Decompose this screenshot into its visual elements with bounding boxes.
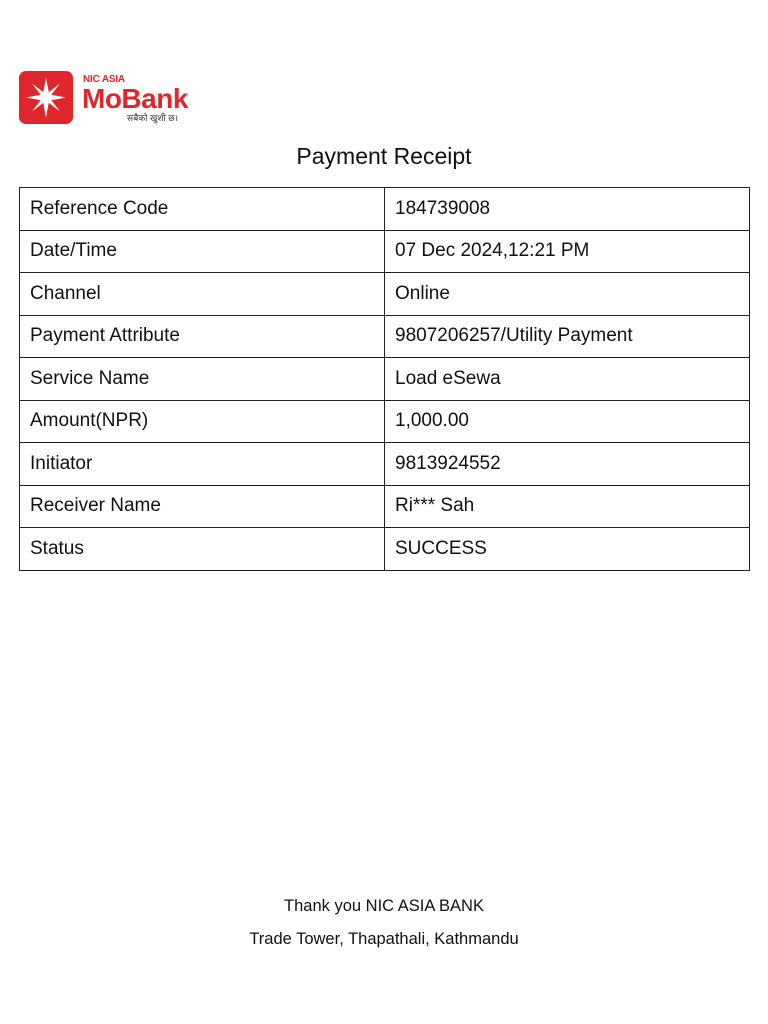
table-row: [20, 358, 750, 401]
row-value: 9813924552: [385, 443, 750, 486]
row-label: Payment Attribute: [20, 315, 385, 358]
row-label: Receiver Name: [20, 485, 385, 528]
footer-thanks: Thank you NIC ASIA BANK: [284, 897, 484, 915]
row-label: Status: [20, 528, 385, 571]
star-burst-logo-icon: [19, 71, 73, 124]
row-label: Date/Time: [20, 230, 385, 273]
table-row: [20, 528, 750, 571]
row-label: Reference Code: [20, 188, 385, 231]
row-value: Online: [385, 273, 750, 316]
table-row: [20, 188, 750, 231]
table-row: [20, 443, 750, 486]
table-row: [20, 273, 750, 316]
footer-address: Trade Tower, Thapathali, Kathmandu: [249, 930, 519, 948]
table-row: [20, 315, 750, 358]
receipt-table: [19, 187, 750, 571]
row-value: 07 Dec 2024,12:21 PM: [385, 230, 750, 273]
table-row: [20, 230, 750, 273]
brand-tagline: सबैको खुशी छ।: [127, 113, 179, 123]
row-value: 1,000.00: [385, 400, 750, 443]
brand-small-text: NIC ASIA: [83, 74, 125, 85]
nic-asia-mobank-logo: [19, 71, 219, 127]
row-value: Load eSewa: [385, 358, 750, 401]
row-value: 184739008: [385, 188, 750, 231]
row-label: Amount(NPR): [20, 400, 385, 443]
table-row: [20, 400, 750, 443]
row-label: Channel: [20, 273, 385, 316]
brand-name: MoBank: [82, 83, 188, 114]
page-title: Payment Receipt: [296, 143, 472, 169]
row-value: Ri*** Sah: [385, 485, 750, 528]
status-value: SUCCESS: [385, 528, 750, 571]
row-label: Service Name: [20, 358, 385, 401]
row-value: 9807206257/Utility Payment: [385, 315, 750, 358]
row-label: Initiator: [20, 443, 385, 486]
table-row: [20, 485, 750, 528]
